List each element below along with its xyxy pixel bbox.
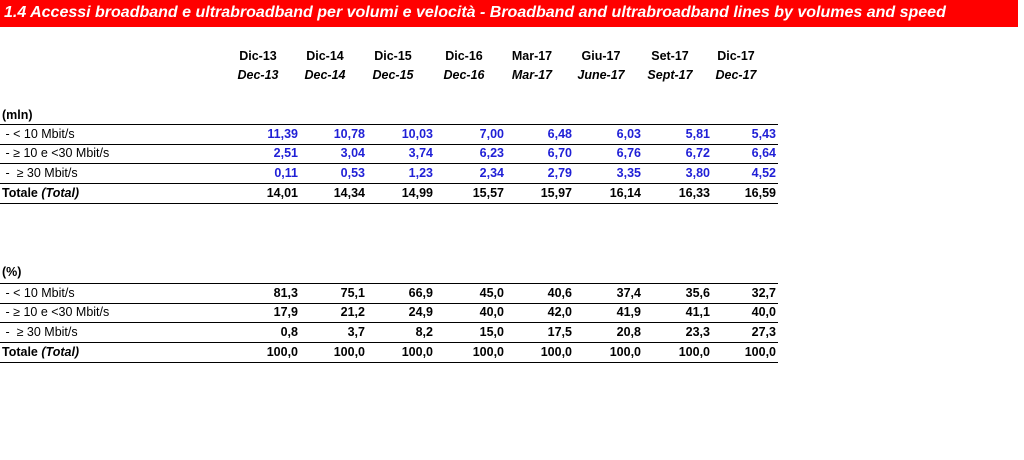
table-cell: 100,0 [472,345,504,359]
table-cell: 5,81 [685,127,710,141]
column-header-en: Dec-13 [237,68,279,82]
row-label: - ≥ 30 Mbit/s [2,325,78,339]
column-header-it: Dic-14 [306,49,344,63]
page-title: 1.4 Accessi broadband e ultrabroadband per volumi e velocità - Broadband and ultrabroadband lines by volumes and speed [4,4,946,21]
column-header-it: Dic-13 [239,49,277,63]
column-header [568,49,634,82]
table-cell: 15,97 [540,186,572,200]
row-label: - ≥ 30 Mbit/s [2,166,78,180]
column-header-it: Mar-17 [511,49,553,63]
column-header [499,49,565,82]
table-cell: 6,23 [479,146,504,160]
table-cell: 2,34 [479,166,504,180]
column-header-it: Dic-17 [717,49,755,63]
table-cell: 16,33 [678,186,710,200]
table-cell: 6,70 [547,146,572,160]
total-row [0,343,778,363]
table-cell: 11,39 [267,127,298,141]
table-cell: 2,51 [273,146,298,160]
table-cell: 35,6 [685,286,710,300]
column-header-en: Dec-14 [304,68,346,82]
total-label-it: Totale [2,345,42,359]
column-header-en: Dec-16 [443,68,485,82]
table-cell: 40,6 [547,286,572,300]
table-cell: 8,2 [415,325,433,339]
table-cell: 15,0 [479,325,504,339]
table-cell: 10,78 [333,127,365,141]
column-header-en: Sept-17 [647,68,693,82]
column-header [360,49,426,82]
table-cell: 14,99 [401,186,433,200]
table-cell: 14,01 [266,186,298,200]
total-label-it: Totale [2,186,42,200]
table-row [0,283,778,304]
row-label [2,186,79,200]
table-cell: 100,0 [678,345,710,359]
column-header-it: Dic-16 [445,49,483,63]
column-header [703,49,769,82]
table-row [0,164,778,184]
total-label-en: (Total) [41,345,80,359]
table-cell: 32,7 [751,286,776,300]
table-cell: 23,3 [685,325,710,339]
table-cell: 6,64 [751,146,776,160]
table-cell: 4,52 [751,166,776,180]
table-cell: 5,43 [751,127,776,141]
table-cell: 21,2 [340,305,365,319]
table-cell: 1,23 [408,166,433,180]
table-cell: 40,0 [751,305,776,319]
table-cell: 3,74 [408,146,433,160]
table-cell: 6,03 [616,127,641,141]
table-cell: 6,48 [547,127,572,141]
column-header-en: Mar-17 [511,68,553,82]
table-cell: 37,4 [616,286,641,300]
table-cell: 16,14 [609,186,641,200]
table-cell: 100,0 [609,345,641,359]
table-cell: 24,9 [408,305,433,319]
table-cell: 20,8 [616,325,641,339]
column-header-it: Set-17 [651,49,689,63]
column-header-en: June-17 [577,68,625,82]
column-header-it: Dic-15 [374,49,412,63]
table-cell: 100,0 [333,345,365,359]
table-row [0,144,778,164]
table-cell: 7,00 [479,127,504,141]
column-header [637,49,703,82]
table-cell: 27,3 [751,325,776,339]
table-row [0,303,778,323]
column-header [431,49,497,82]
row-label: - < 10 Mbit/s [2,286,75,300]
column-header-en: Dec-15 [372,68,414,82]
total-label-en: (Total) [41,186,80,200]
table-cell: 3,7 [347,325,365,339]
table-cell: 2,79 [547,166,572,180]
table-cell: 6,72 [685,146,710,160]
table-cell: 15,57 [472,186,504,200]
table-cell: 0,11 [274,166,298,180]
table-cell: 41,1 [685,305,710,319]
table-cell: 16,59 [744,186,776,200]
unit-label: (mln) [2,108,33,122]
table-cell: 75,1 [340,286,365,300]
table-cell: 3,35 [616,166,641,180]
table-cell: 40,0 [479,305,504,319]
table-cell: 81,3 [273,286,298,300]
table-cell: 42,0 [547,305,572,319]
table-cell: 100,0 [401,345,433,359]
table-cell: 0,53 [340,166,365,180]
row-label: - ≥ 10 e <30 Mbit/s [2,305,110,319]
column-header-it: Giu-17 [581,49,621,63]
row-label [2,345,79,359]
table-cell: 66,9 [408,286,433,300]
table-cell: 100,0 [744,345,776,359]
table-cell: 45,0 [479,286,504,300]
column-header [225,49,291,82]
total-row [0,184,778,204]
table-cell: 10,03 [401,127,433,141]
table-row [0,323,778,343]
column-header-en: Dec-17 [715,68,757,82]
table-cell: 17,9 [273,305,298,319]
table-cell: 0,8 [280,325,298,339]
title-bar [0,0,1018,27]
row-label: - < 10 Mbit/s [2,127,75,141]
row-label: - ≥ 10 e <30 Mbit/s [2,146,110,160]
table-cell: 100,0 [540,345,572,359]
table-cell: 14,34 [333,186,365,200]
table-cell: 17,5 [547,325,572,339]
table-cell: 3,80 [685,166,710,180]
unit-label: (%) [2,265,22,279]
table-cell: 6,76 [616,146,641,160]
table-cell: 100,0 [266,345,298,359]
table-cell: 3,04 [340,146,365,160]
table-row [0,124,778,145]
table-cell: 41,9 [616,305,641,319]
column-header [292,49,358,82]
